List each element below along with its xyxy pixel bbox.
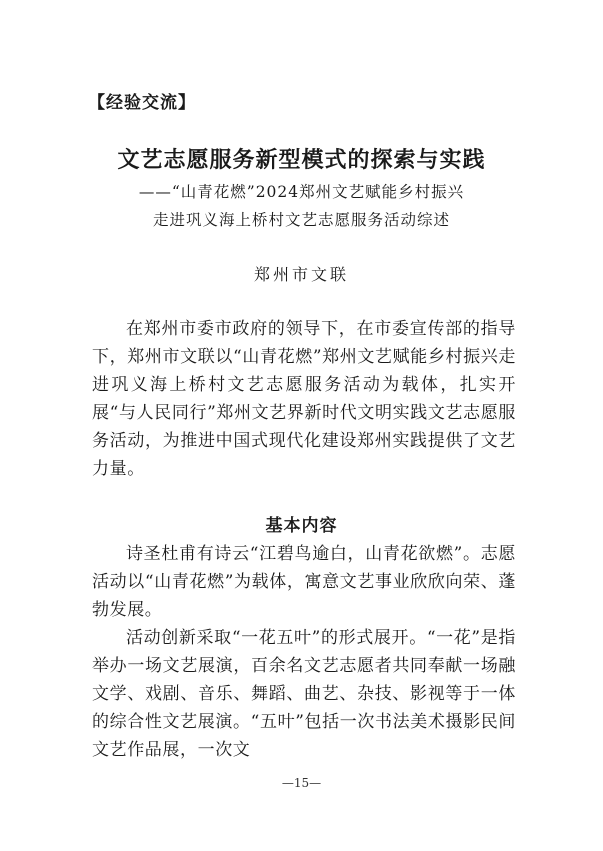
page-number: —15— [281, 776, 322, 790]
section-tag: 【经验交流】 [88, 93, 196, 113]
subtitle-line-1: ——“山青花燃”2024郑州文艺赋能乡村振兴 [138, 183, 465, 201]
intro-paragraph: 在郑州市委市政府的领导下，在市委宣传部的指导下，郑州市文联以“山青花燃”郑州文艺赋能乡村振兴走进巩义海上桥村文艺志愿服务活动为载体，扎实开展“与人民同行”郑州文艺界新时代文明实践文艺志愿服务活动，为推进中国式现代化建设郑州实践提供了文艺力量。 [92, 319, 516, 479]
subtitle-line-2: 走进巩义海上桥村文艺志愿服务活动综述 [152, 211, 450, 229]
article-title: 文艺志愿服务新型模式的探索与实践 [117, 147, 486, 173]
body-paragraph-2: 诗圣杜甫有诗云“江碧鸟逾白，山青花欲燃”。志愿活动以“山青花燃”为载体，寓意文艺事业欣欣向荣、蓬勃发展。 [92, 544, 516, 620]
author: 郑州市文联 [253, 265, 349, 284]
body-paragraph-3: 活动创新采取“一花五叶”的形式展开。“一花”是指举办一场文艺展演，百余名文艺志愿者共同奉献一场融文学、戏剧、音乐、舞蹈、曲艺、杂技、影视等于一体的综合性文艺展演。“五叶”包括一次书法美术摄影民间文艺作品展，一次文 [92, 628, 516, 760]
section-heading: 基本内容 [265, 516, 338, 536]
